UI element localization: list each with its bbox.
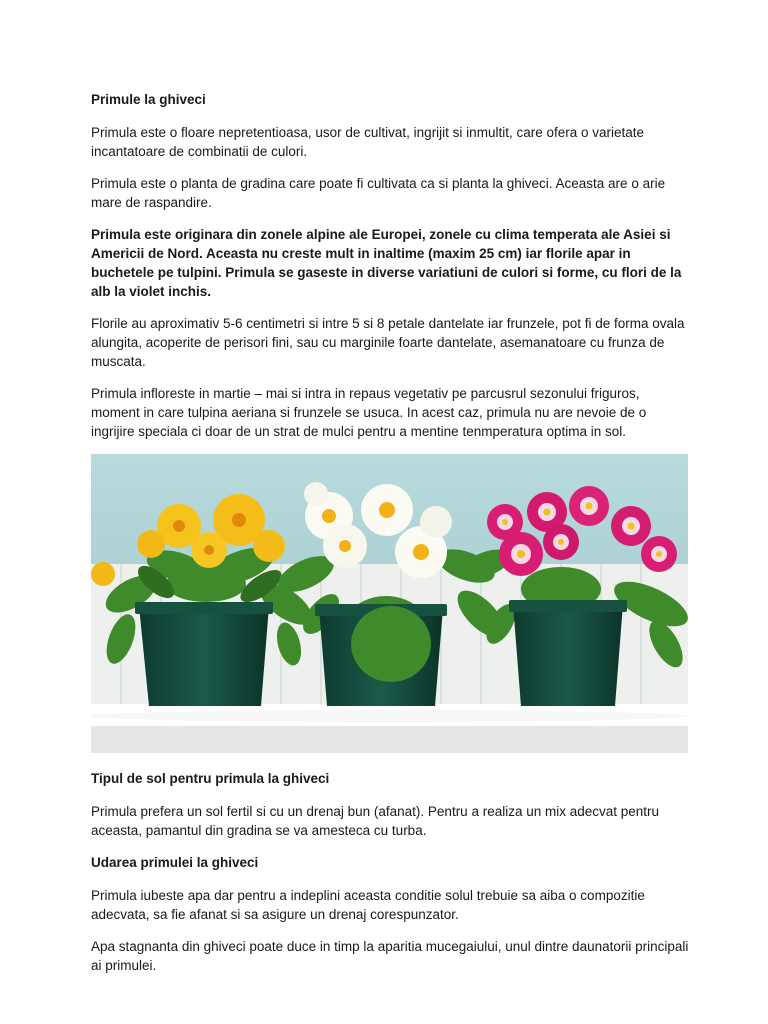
primula-photo-svg xyxy=(91,454,688,753)
paragraph-garden: Primula este o planta de gradina care poate fi cultivata ca si planta la ghiveci. Aceasta are o arie mare de raspandire. xyxy=(91,176,666,210)
heading-soil: Tipul de sol pentru primula la ghiveci xyxy=(91,771,330,786)
paragraph-soil: Primula prefera un sol fertil si cu un drenaj bun (afanat). Pentru a realiza un mix adecvat pentru aceasta, pamantul din gradina se va amesteca cu turba. xyxy=(91,804,660,838)
primula-pots-photo xyxy=(91,454,688,753)
paragraph-intro: Primula este o floare nepretentioasa, usor de cultivat, ingrijit si inmultit, care ofera o varietate incantatoare de combinatii de culori. xyxy=(91,125,645,159)
heading-watering: Udarea primulei la ghiveci xyxy=(91,855,259,870)
paragraph-blooming: Primula infloreste in martie – mai si intra in repaus vegetativ pe parcusrul sezonului friguros, moment in care tulpina aeriana si frunzele se usuca. In acest caz, primula nu are nevoie de o ingrijire speciala ci doar de un strat de mulci pentru a mentine tenmperatura optima in sol. xyxy=(91,386,647,439)
paragraph-mold: Apa stagnanta din ghiveci poate duce in timp la aparitia mucegaiului, unul dintre daunatorii principali ai primulei. xyxy=(91,939,689,973)
shelf-edge xyxy=(91,726,688,753)
document-title: Primule la ghiveci xyxy=(91,92,206,107)
paragraph-origin: Primula este originara din zonele alpine ale Europei, zonele cu clima temperata ale Asiei si Americii de Nord. Aceasta nu creste mult in inaltime (maxim 25 cm) iar florile apar in buchetele pe tulpini. Primula se gaseste in diverse variatiuni de culori si forme, cu flori de la alb la violet inchis. xyxy=(91,227,682,299)
paragraph-flowers: Florile au aproximativ 5-6 centimetri si intre 5 si 8 petale dantelate iar frunzele, pot fi de forma ovala alungita, acoperite de perisori fini, sau cu marginile foarte dantelate, asemanatoare cu frunza de muscata. xyxy=(91,316,685,369)
paragraph-watering: Primula iubeste apa dar pentru a indeplini aceasta conditie solul trebuie sa aiba o compozitie adecvata, sa fie afanat si sa asigure un drenaj corespunzator. xyxy=(91,888,645,922)
document-page xyxy=(91,90,691,988)
